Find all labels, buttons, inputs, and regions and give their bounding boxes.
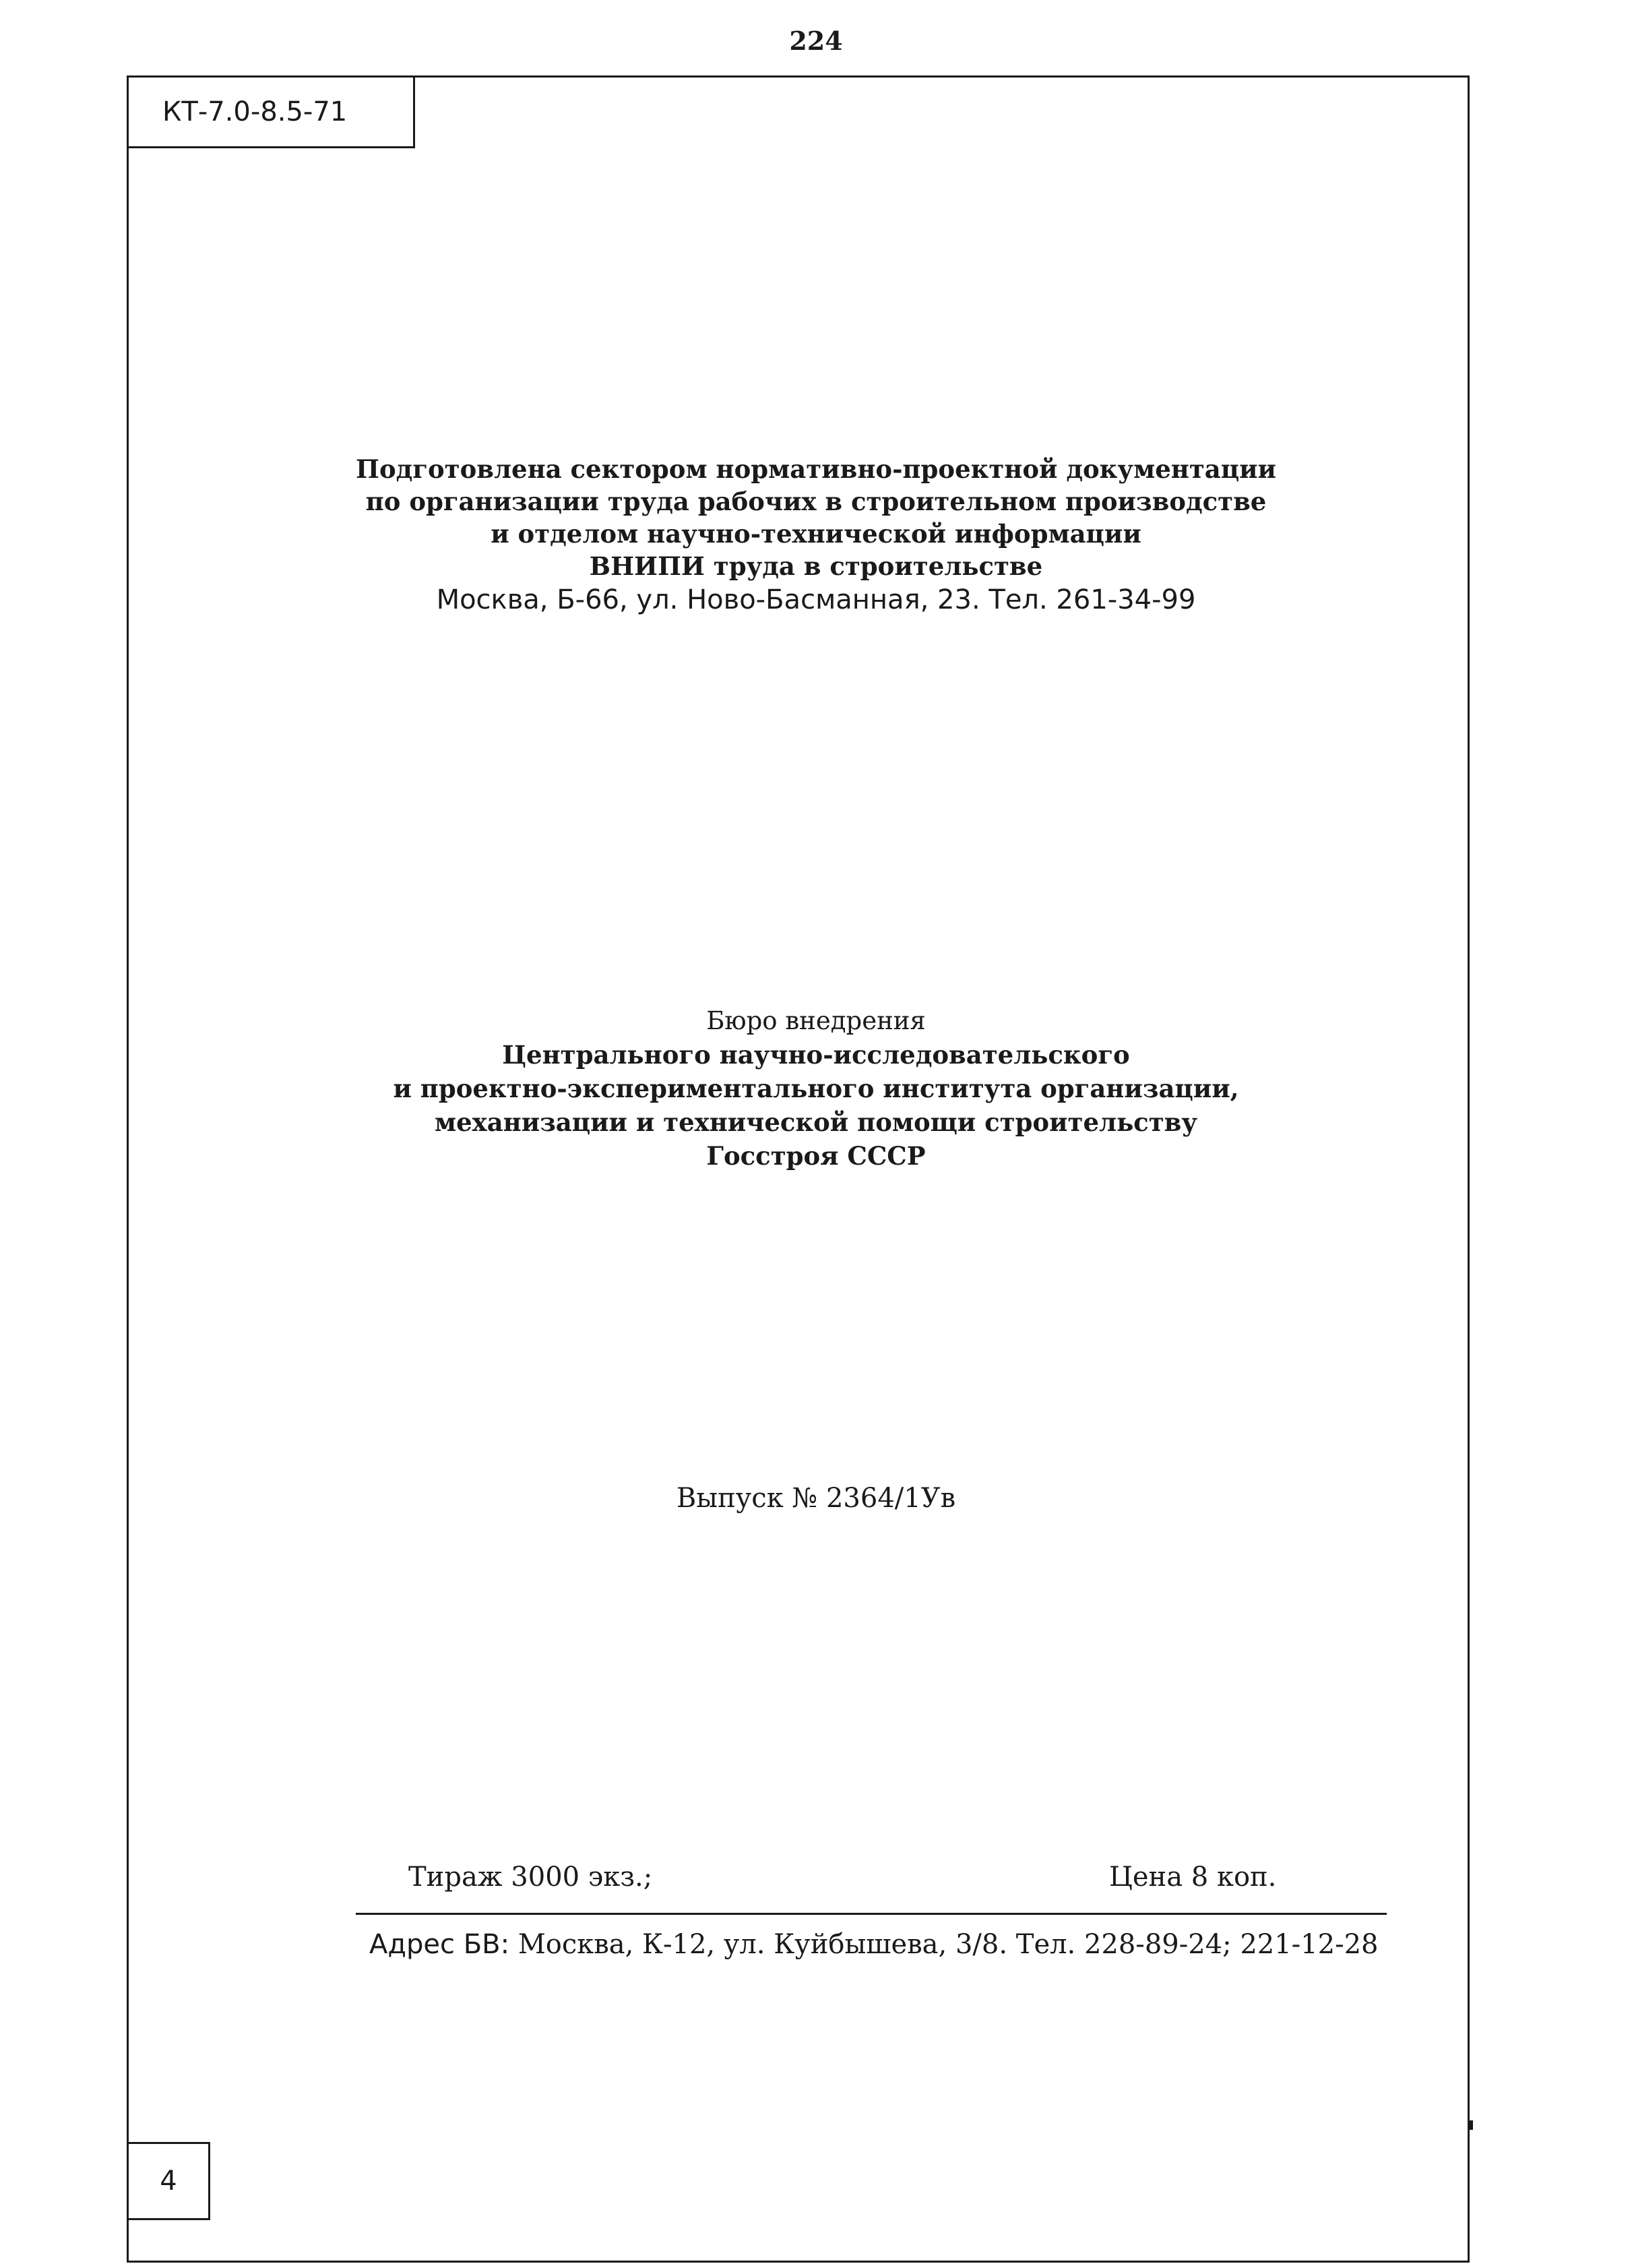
circulation: Тираж 3000 экз.;	[408, 1862, 653, 1893]
margin-mark	[1468, 2120, 1473, 2130]
sheet-number: 4	[160, 2166, 177, 2197]
footer-divider	[356, 1913, 1387, 1915]
prepared-by-line: и отделом научно-технической информации	[491, 519, 1141, 549]
prepared-by-address: Москва, Б-66, ул. Ново-Басманная, 23. Тел. 261-34-99	[436, 584, 1196, 615]
document-code: КТ-7.0-8.5-71	[162, 96, 348, 127]
bureau-address-label: Адрес БВ:	[369, 1929, 510, 1960]
bureau-block	[0, 1004, 1632, 1173]
bureau-address	[369, 1929, 1379, 1960]
bureau-heading: Бюро внедрения	[706, 1006, 926, 1035]
page-number: 224	[789, 26, 843, 56]
bureau-address-text: Москва, К-12, ул. Куйбышева, 3/8. Тел. 228-89-24; 221-12-28	[517, 1929, 1379, 1960]
bureau-line: механизации и технической помощи строительству	[434, 1107, 1198, 1137]
prepared-by-line: по организации труда рабочих в строительном производстве	[365, 487, 1267, 516]
prepared-by-block	[0, 453, 1632, 617]
prepared-by-line: Подготовлена сектором нормативно-проектной документации	[356, 454, 1276, 484]
bureau-line: Госстроя СССР	[706, 1141, 926, 1171]
prepared-by-line: ВНИПИ труда в строительстве	[589, 551, 1043, 581]
document-code-box	[127, 75, 415, 148]
bureau-line: Центрального научно-исследовательского	[502, 1040, 1130, 1070]
price: Цена 8 коп.	[1109, 1862, 1277, 1893]
issue-number: Выпуск № 2364/1Ув	[676, 1483, 956, 1514]
sheet-number-box	[127, 2142, 210, 2220]
bureau-line: и проектно-экспериментального института организации,	[393, 1074, 1239, 1103]
